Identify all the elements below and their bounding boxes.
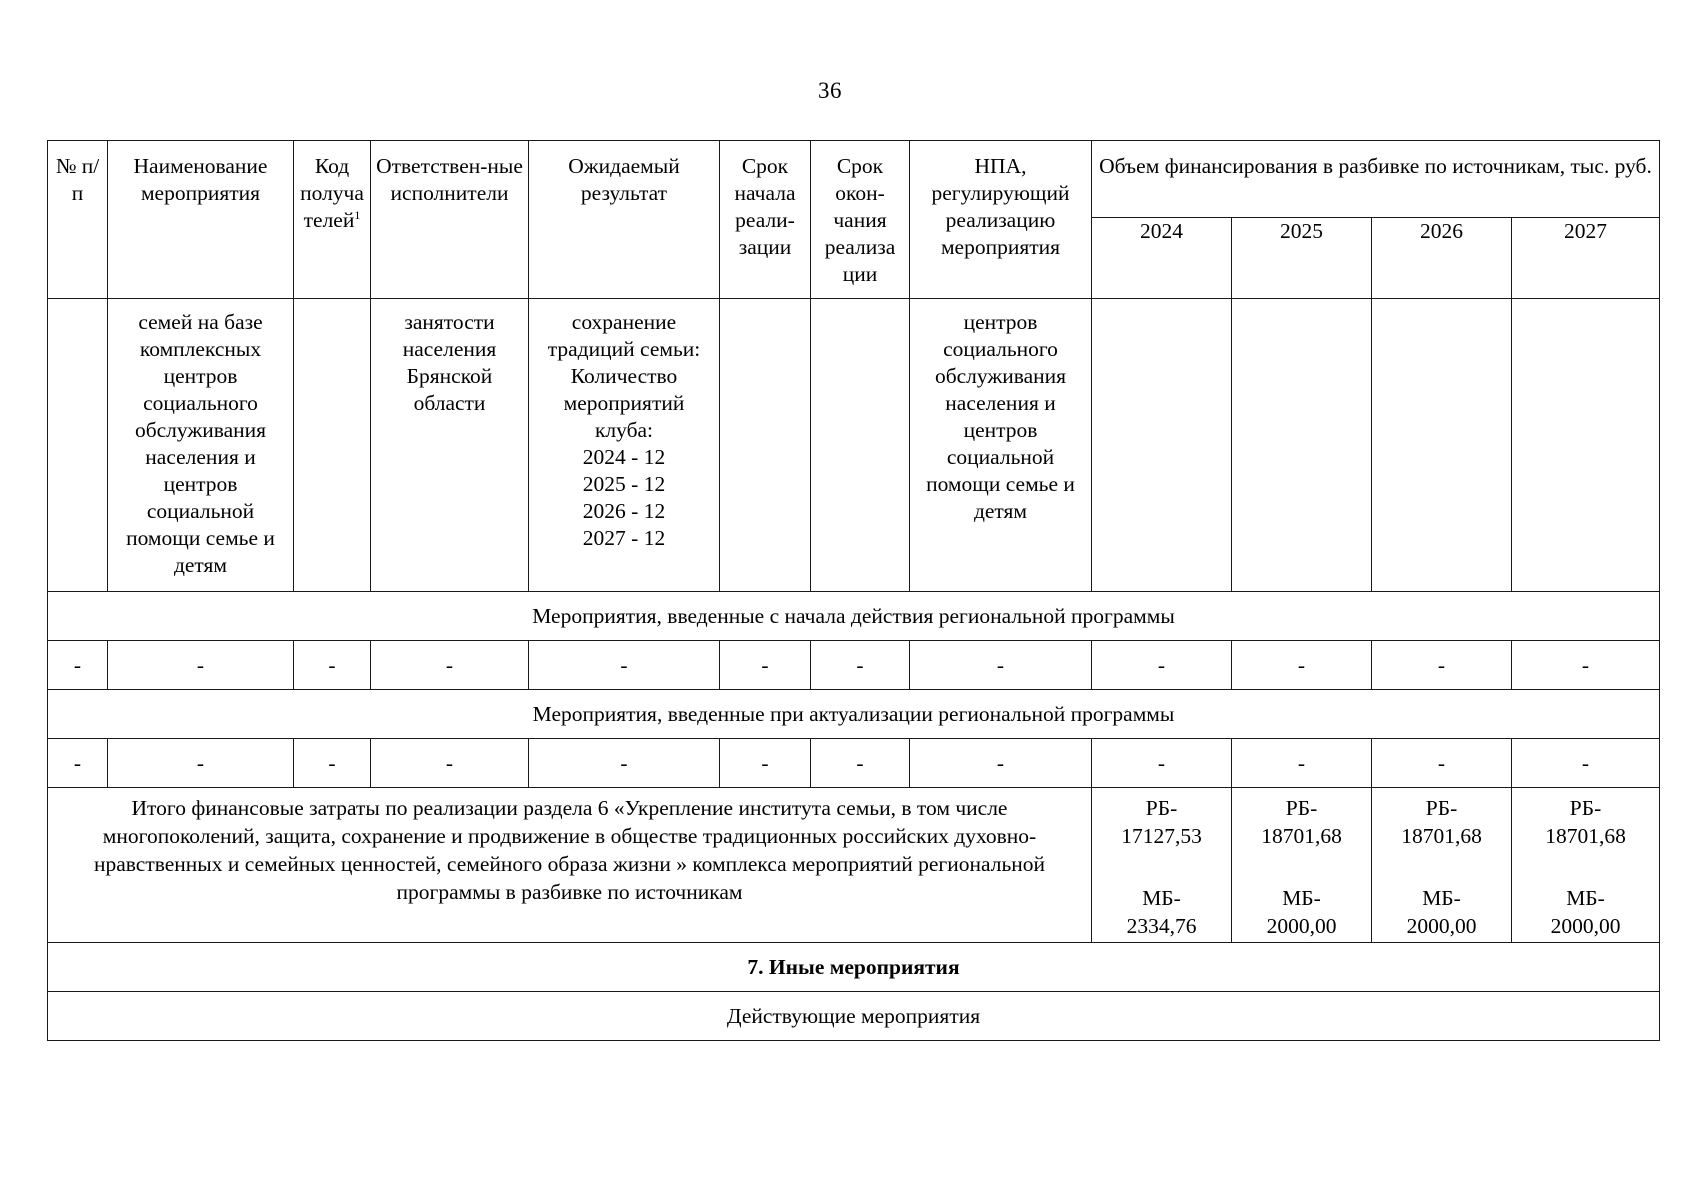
dash-cell: -: [1512, 739, 1660, 788]
mb-value: 2000,00: [1406, 914, 1477, 938]
cell-fin-2024: [1092, 299, 1232, 592]
section-title-update: Мероприятия, введенные при актуализации региональной программы: [48, 690, 1660, 739]
cell-end: [811, 299, 910, 592]
cell-start: [720, 299, 811, 592]
cell-responsible: занятости населения Брянской области: [371, 299, 529, 592]
dash-cell: -: [108, 641, 294, 690]
total-fin-2027: [1512, 788, 1660, 943]
header-year-2025: 2025: [1232, 218, 1372, 299]
total-fin-2025: [1232, 788, 1372, 943]
rb-value: 18701,68: [1401, 824, 1482, 848]
measures-table: [47, 140, 1660, 1041]
header-result: Ожидаемый результат: [529, 141, 720, 299]
header-start: Срок начала реали-зации: [720, 141, 811, 299]
table-row: [48, 299, 1660, 592]
dash-cell: -: [371, 739, 529, 788]
cell-num: [48, 299, 108, 592]
rb-value: 18701,68: [1261, 824, 1342, 848]
total-label: Итого финансовые затраты по реализации раздела 6 «Укрепление института семьи, в том числе многопоколений, защита, сохранение и продвижение в обществе традиционных российских духовно-нравственных и семейных ценностей, семейного образа жизни » комплекса мероприятий региональной программы в разбивке по источникам: [48, 788, 1092, 943]
dash-cell: -: [811, 641, 910, 690]
result-line: 2027 - 12: [582, 526, 666, 550]
header-year-2026: 2026: [1372, 218, 1512, 299]
table-row: [48, 641, 1660, 690]
dash-cell: -: [529, 739, 720, 788]
header-code-text: Код получателей: [300, 154, 364, 232]
header-code: [294, 141, 371, 299]
dash-cell: -: [294, 641, 371, 690]
header-responsible: Ответствен-ные исполнители: [371, 141, 529, 299]
section-row-intro: [48, 592, 1660, 641]
section-row-update: [48, 690, 1660, 739]
header-npa: НПА, регулирующий реализацию мероприятия: [910, 141, 1092, 299]
mb-value: 2000,00: [1266, 914, 1337, 938]
table-row: [48, 739, 1660, 788]
page-number: 36: [818, 78, 842, 103]
cell-name: семей на базе комплексных центров социального обслуживания населения и центров социальной помощи семье и детям: [108, 299, 294, 592]
dash-cell: -: [48, 739, 108, 788]
result-text: сохранение традиций семьи: Количество мероприятий клуба:: [547, 310, 701, 442]
total-fin-2026: [1372, 788, 1512, 943]
table-header-row: [48, 141, 1660, 218]
header-financing: Объем финансирования в разбивке по источникам, тыс. руб.: [1092, 141, 1660, 218]
dash-cell: -: [910, 739, 1092, 788]
total-row: [48, 788, 1660, 943]
rb-label: РБ-: [1145, 796, 1178, 820]
rb-value: 18701,68: [1545, 824, 1626, 848]
dash-cell: -: [1232, 641, 1372, 690]
dash-cell: -: [720, 739, 811, 788]
section-7-subtitle: Действующие мероприятия: [48, 992, 1660, 1041]
result-line: 2025 - 12: [582, 472, 666, 496]
cell-result: [529, 299, 720, 592]
header-code-footnote: 1: [354, 207, 361, 222]
rb-label: РБ-: [1569, 796, 1602, 820]
header-year-2027: 2027: [1512, 218, 1660, 299]
dash-cell: -: [48, 641, 108, 690]
dash-cell: -: [294, 739, 371, 788]
dash-cell: -: [1372, 739, 1512, 788]
header-year-2024: 2024: [1092, 218, 1232, 299]
section-title-intro: Мероприятия, введенные с начала действия региональной программы: [48, 592, 1660, 641]
cell-fin-2026: [1372, 299, 1512, 592]
dash-cell: -: [1092, 641, 1232, 690]
dash-cell: -: [1512, 641, 1660, 690]
dash-cell: -: [371, 641, 529, 690]
section-7-sub-row: [48, 992, 1660, 1041]
result-line: 2024 - 12: [582, 445, 666, 469]
cell-fin-2027: [1512, 299, 1660, 592]
dash-cell: -: [720, 641, 811, 690]
dash-cell: -: [910, 641, 1092, 690]
rb-value: 17127,53: [1121, 824, 1202, 848]
dash-cell: -: [108, 739, 294, 788]
result-line: 2026 - 12: [582, 499, 666, 523]
header-end: Срок окон-чания реализа ции: [811, 141, 910, 299]
mb-label: МБ-: [1566, 886, 1605, 910]
mb-value: 2334,76: [1126, 914, 1197, 938]
mb-value: 2000,00: [1550, 914, 1621, 938]
header-name: Наименование мероприятия: [108, 141, 294, 299]
section-7-row: [48, 943, 1660, 992]
dash-cell: -: [1372, 641, 1512, 690]
dash-cell: -: [529, 641, 720, 690]
rb-label: РБ-: [1285, 796, 1318, 820]
mb-label: МБ-: [1422, 886, 1461, 910]
section-7-title: 7. Иные мероприятия: [48, 943, 1660, 992]
cell-code: [294, 299, 371, 592]
dash-cell: -: [1092, 739, 1232, 788]
dash-cell: -: [811, 739, 910, 788]
rb-label: РБ-: [1425, 796, 1458, 820]
dash-cell: -: [1232, 739, 1372, 788]
cell-npa: центров социального обслуживания населения и центров социальной помощи семье и детям: [910, 299, 1092, 592]
mb-label: МБ-: [1142, 886, 1181, 910]
header-num: № п/п: [48, 141, 108, 299]
total-fin-2024: [1092, 788, 1232, 943]
mb-label: МБ-: [1282, 886, 1321, 910]
cell-fin-2025: [1232, 299, 1372, 592]
